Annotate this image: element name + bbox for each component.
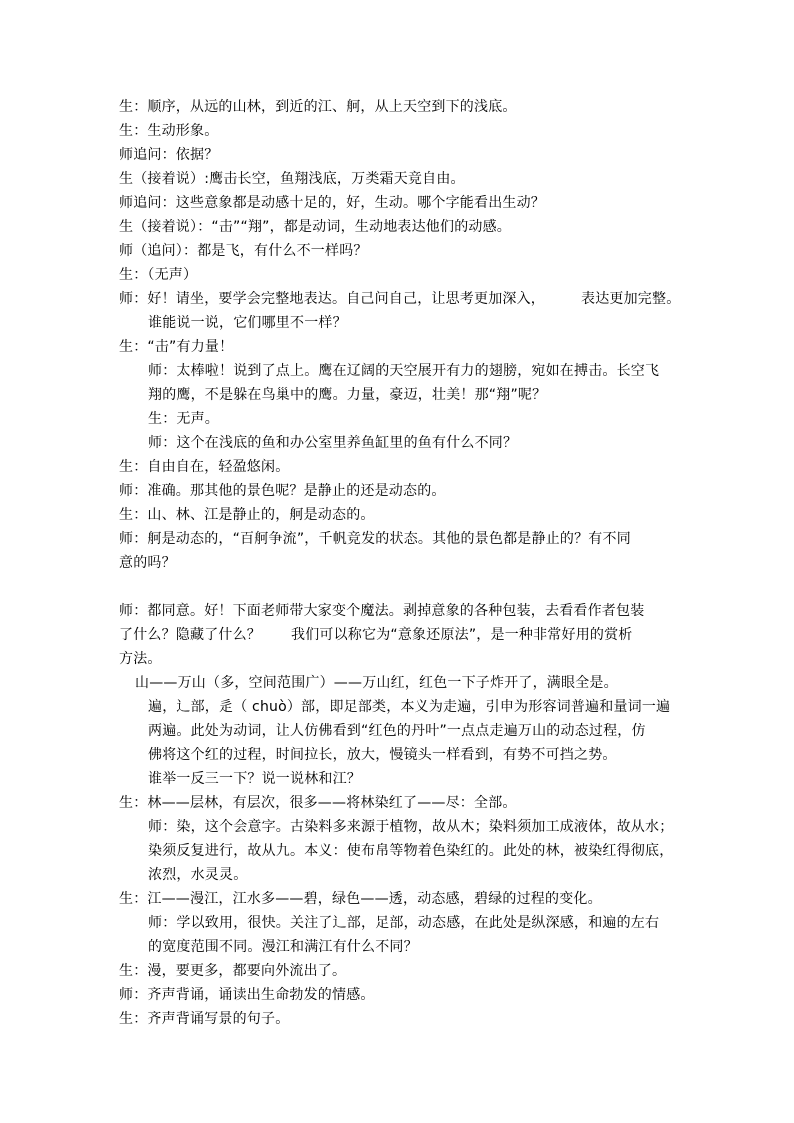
text-line: 生：生动形象。 xyxy=(119,123,219,139)
text-line: 生：江——漫江，江水多——碧，绿色——透，动态感，碧绿的过程的变化。 xyxy=(119,891,602,907)
text-line: 生：漫，要更多，都要向外流出了。 xyxy=(119,963,347,979)
text-line: 生：无声。 xyxy=(148,411,219,427)
text-line: 生（接着说）：“击”“翔”，都是动词，生动地表达他们的动感。 xyxy=(119,219,512,235)
text-line: 意的吗？ xyxy=(119,555,176,571)
text-line: 师：舸是动态的，“百舸争流”，千帆竞发的状态。其他的景色都是静止的？有不同 xyxy=(119,531,631,547)
text-line: 师：太棒啦！说到了点上。鹰在辽阔的天空展开有力的翅膀，宛如在搏击。长空飞 xyxy=(148,363,660,379)
text-line: 生（接着说）:鹰击长空，鱼翔浅底，万类霜天竞自由。 xyxy=(119,171,465,187)
text-line xyxy=(119,289,680,309)
text-line: 谁举一反三一下？说一说林和江？ xyxy=(148,771,361,787)
text-line: 师：学以致用，很快。关注了辶部，足部，动态感，在此处是纵深感，和遍的左右 xyxy=(148,915,660,931)
text-line: 生：顺序，从远的山林，到近的江、舸，从上天空到下的浅底。 xyxy=(119,99,517,115)
text-line: 生：自由自在，轻盈悠闲。 xyxy=(119,459,290,475)
text-line: 山——万山（多，空间范围广）——万山红，红色一下子炸开了，满眼全是。 xyxy=(135,675,618,691)
text-line: 遍，辶部，辵（ chuò）部，即足部类，本义为走遍，引申为形容词普遍和量词一遍 xyxy=(148,699,671,715)
text-line: 浓烈，水灵灵。 xyxy=(148,867,248,883)
text-line xyxy=(119,625,633,645)
text-line: 师追问：依据？ xyxy=(119,147,219,163)
text-line: 生：齐声背诵写景的句子。 xyxy=(119,1011,290,1027)
text-segment: 表达更加完整。 xyxy=(581,291,681,307)
text-line: 师：染，这个会意字。古染料多来源于植物，故从木；染料须加工成液体，故从水； xyxy=(148,819,674,835)
text-segment: 我们可以称它为“意象还原法”，是一种非常好用的赏析 xyxy=(291,627,633,643)
text-line: 翔的鹰，不是躲在鸟巢中的鹰。力量，豪迈，壮美！那“翔”呢？ xyxy=(148,387,547,403)
text-line: 生：林——层林，有层次，很多——将林染红了——尽：全部。 xyxy=(119,795,517,811)
text-line: 生：“击”有力量！ xyxy=(119,339,234,355)
text-line: 方法。 xyxy=(119,651,162,667)
text-line: 染须反复进行，故从九。本义：使布帛等物着色染红的。此处的林，被染红得彻底， xyxy=(148,843,674,859)
text-line: 师：齐声背诵，诵读出生命勃发的情感。 xyxy=(119,987,375,1003)
text-line: 师：这个在浅底的鱼和办公室里养鱼缸里的鱼有什么不同？ xyxy=(148,435,518,451)
text-line: 师（追问）：都是飞，有什么不一样吗？ xyxy=(119,243,368,259)
text-segment: 师：好！请坐，要学会完整地表达。自己问自己，让思考更加深入， xyxy=(119,291,545,307)
text-line: 师：准确。那其他的景色呢？是静止的还是动态的。 xyxy=(119,483,446,499)
text-line: 佛将这个红的过程，时间拉长，放大，慢镜头一样看到，有势不可挡之势。 xyxy=(148,747,617,763)
text-line: 的宽度范围不同。漫江和满江有什么不同？ xyxy=(148,939,418,955)
text-line: 两遍。此处为动词，让人仿佛看到“红色的丹叶”一点点走遍万山的动态过程，仿 xyxy=(148,723,646,739)
text-segment: 了什么？隐藏了什么？ xyxy=(119,627,261,643)
text-line: 师追问：这些意象都是动感十足的，好，生动。哪个字能看出生动？ xyxy=(119,195,545,211)
text-line: 师：都同意。好！下面老师带大家变个魔法。剥掉意象的各种包装，去看看作者包装 xyxy=(119,603,645,619)
text-line: 生：山、林、江是静止的，舸是动态的。 xyxy=(119,507,375,523)
text-line: 谁能说一说，它们哪里不一样？ xyxy=(148,315,347,331)
text-line: 生：（无声） xyxy=(119,267,198,283)
